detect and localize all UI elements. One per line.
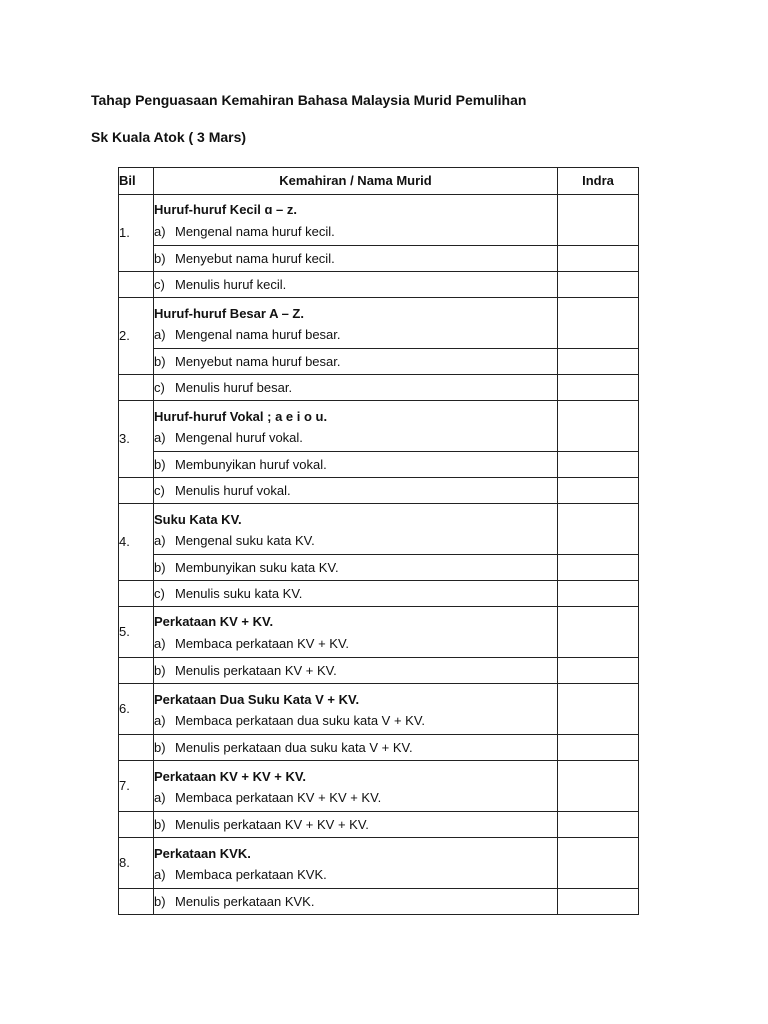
indra-cell [558,246,639,272]
table-row [119,375,639,401]
skill-group-title: Suku Kata KV. [154,511,242,527]
skill-item [154,327,557,343]
document-title: Tahap Penguasaan Kemahiran Bahasa Malaysia Murid Pemulihan [91,92,527,108]
table-row [119,401,639,452]
skill-group-title: Huruf-huruf Kecil ɑ – z. [154,202,297,217]
skill-item-cell [154,452,558,478]
row-number-spacer [119,581,154,607]
skill-item-letter: b) [154,456,166,472]
skill-item-text: Menulis perkataan dua suku kata V + KV. [175,739,413,755]
skill-item-text: Mengenal nama huruf besar. [175,326,341,342]
indra-cell [558,658,639,684]
skill-item-text: Menulis huruf besar. [175,379,293,395]
skill-group-cell [154,838,558,889]
skill-group-title: Perkataan KV + KV. [154,614,274,629]
table-row [119,889,639,915]
skill-group-cell [154,298,558,349]
skill-item-letter: a) [154,636,166,651]
row-number: 2. [119,298,154,375]
skill-item-letter: a) [154,712,166,728]
skill-item-text: Mengenal huruf vokal. [175,429,303,445]
skill-group-cell [154,684,558,735]
skill-item-text: Membaca perkataan KVK. [175,866,327,882]
indra-cell [558,555,639,581]
table-row [119,838,639,889]
table-row [119,658,639,684]
skill-item-letter: b) [154,559,166,575]
skill-item-letter: b) [154,893,166,909]
skill-item-text: Membaca perkataan dua suku kata V + KV. [175,712,425,728]
row-number: 4. [119,504,154,581]
table-row [119,349,639,375]
skill-item-text: Membunyikan huruf vokal. [175,456,327,472]
table-row [119,812,639,838]
table-body [119,195,639,915]
indra-cell [558,838,639,889]
indra-cell [558,375,639,401]
skill-item-letter: c) [154,276,165,292]
indra-cell [558,735,639,761]
indra-cell [558,401,639,452]
skill-group-cell [154,761,558,812]
skill-group-cell [154,401,558,452]
skill-item [154,430,557,446]
skill-item-letter: c) [154,379,165,395]
skill-item-text: Mengenal nama huruf kecil. [175,224,335,239]
row-number-spacer [119,735,154,761]
header-skill: Kemahiran / Nama Murid [154,168,558,195]
indra-cell [558,889,639,915]
skill-item-letter: a) [154,866,166,882]
skill-group-title: Huruf-huruf Vokal ; a e i o u. [154,408,328,424]
table-row [119,298,639,349]
skill-item-letter: a) [154,532,166,548]
skill-item-text: Menyebut nama huruf besar. [175,353,341,369]
row-number: 6. [119,684,154,735]
indra-cell [558,607,639,658]
table-row [119,246,639,272]
skill-item-letter: b) [154,816,166,832]
table-header-row [119,168,639,195]
row-number: 1. [119,195,154,272]
skill-group-title: Perkataan Dua Suku Kata V + KV. [154,691,360,707]
skill-item [154,713,557,729]
row-number-spacer [119,812,154,838]
indra-cell [558,504,639,555]
table-row [119,195,639,246]
skill-item-cell [154,375,558,401]
skill-item [154,224,557,240]
skill-item-cell [154,581,558,607]
skill-item-text: Menulis perkataan KV + KV + KV. [175,816,369,832]
indra-cell [558,272,639,298]
skill-item-cell [154,889,558,915]
row-number-spacer [119,889,154,915]
row-number-spacer [119,375,154,401]
skill-item-letter: c) [154,482,165,498]
skill-item-cell [154,812,558,838]
skills-table [118,167,639,915]
indra-cell [558,812,639,838]
skill-item-text: Membaca perkataan KV + KV. [175,636,350,651]
skill-item-cell [154,735,558,761]
table-row [119,452,639,478]
table-row [119,684,639,735]
skill-item-letter: a) [154,789,166,805]
skill-item-text: Membaca perkataan KV + KV + KV. [175,789,382,805]
indra-cell [558,349,639,375]
skill-item-letter: a) [154,326,166,342]
indra-cell [558,684,639,735]
row-number: 3. [119,401,154,478]
skill-item-cell [154,246,558,272]
row-number: 5. [119,607,154,658]
row-number-spacer [119,478,154,504]
table-row [119,761,639,812]
skill-item-text: Mengenal suku kata KV. [175,532,315,548]
skill-group-cell [154,504,558,555]
skill-group-cell [154,607,558,658]
indra-cell [558,478,639,504]
skill-item-cell [154,272,558,298]
skill-item-cell [154,555,558,581]
skill-item-letter: b) [154,250,166,266]
table-row [119,607,639,658]
skill-item-cell [154,478,558,504]
table-row [119,735,639,761]
indra-cell [558,298,639,349]
skill-group-cell [154,195,558,246]
skill-item [154,790,557,806]
skill-item-letter: a) [154,224,166,239]
table-row [119,478,639,504]
skill-item-text: Menulis suku kata KV. [175,585,303,601]
header-bil: Bil [119,168,154,195]
indra-cell [558,761,639,812]
indra-cell [558,581,639,607]
skill-item-letter: b) [154,662,166,678]
row-number-spacer [119,272,154,298]
skill-item-text: Menulis huruf kecil. [175,276,287,292]
table-row [119,272,639,298]
table-row [119,504,639,555]
header-indra: Indra [558,168,639,195]
skill-item-letter: b) [154,739,166,755]
skill-item-text: Menulis perkataan KVK. [175,893,315,909]
skill-item-text: Menulis perkataan KV + KV. [175,662,337,678]
skill-item-cell [154,658,558,684]
row-number: 7. [119,761,154,812]
skill-item [154,533,557,549]
school-subtitle: Sk Kuala Atok ( 3 Mars) [91,129,247,145]
table-row [119,581,639,607]
skill-item-text: Membunyikan suku kata KV. [175,559,339,575]
skill-group-title: Huruf-huruf Besar A – Z. [154,305,304,321]
skill-item-letter: c) [154,585,165,601]
skill-item-text: Menulis huruf vokal. [175,482,291,498]
row-number: 8. [119,838,154,889]
skill-item-letter: a) [154,429,166,445]
table-row [119,555,639,581]
indra-cell [558,452,639,478]
skill-item [154,867,557,883]
skill-item-text: Menyebut nama huruf kecil. [175,250,335,266]
row-number-spacer [119,658,154,684]
skill-group-title: Perkataan KV + KV + KV. [154,768,306,784]
indra-cell [558,195,639,246]
skill-group-title: Perkataan KVK. [154,845,251,861]
skill-item-letter: b) [154,353,166,369]
skill-item-cell [154,349,558,375]
skill-item [154,636,557,652]
